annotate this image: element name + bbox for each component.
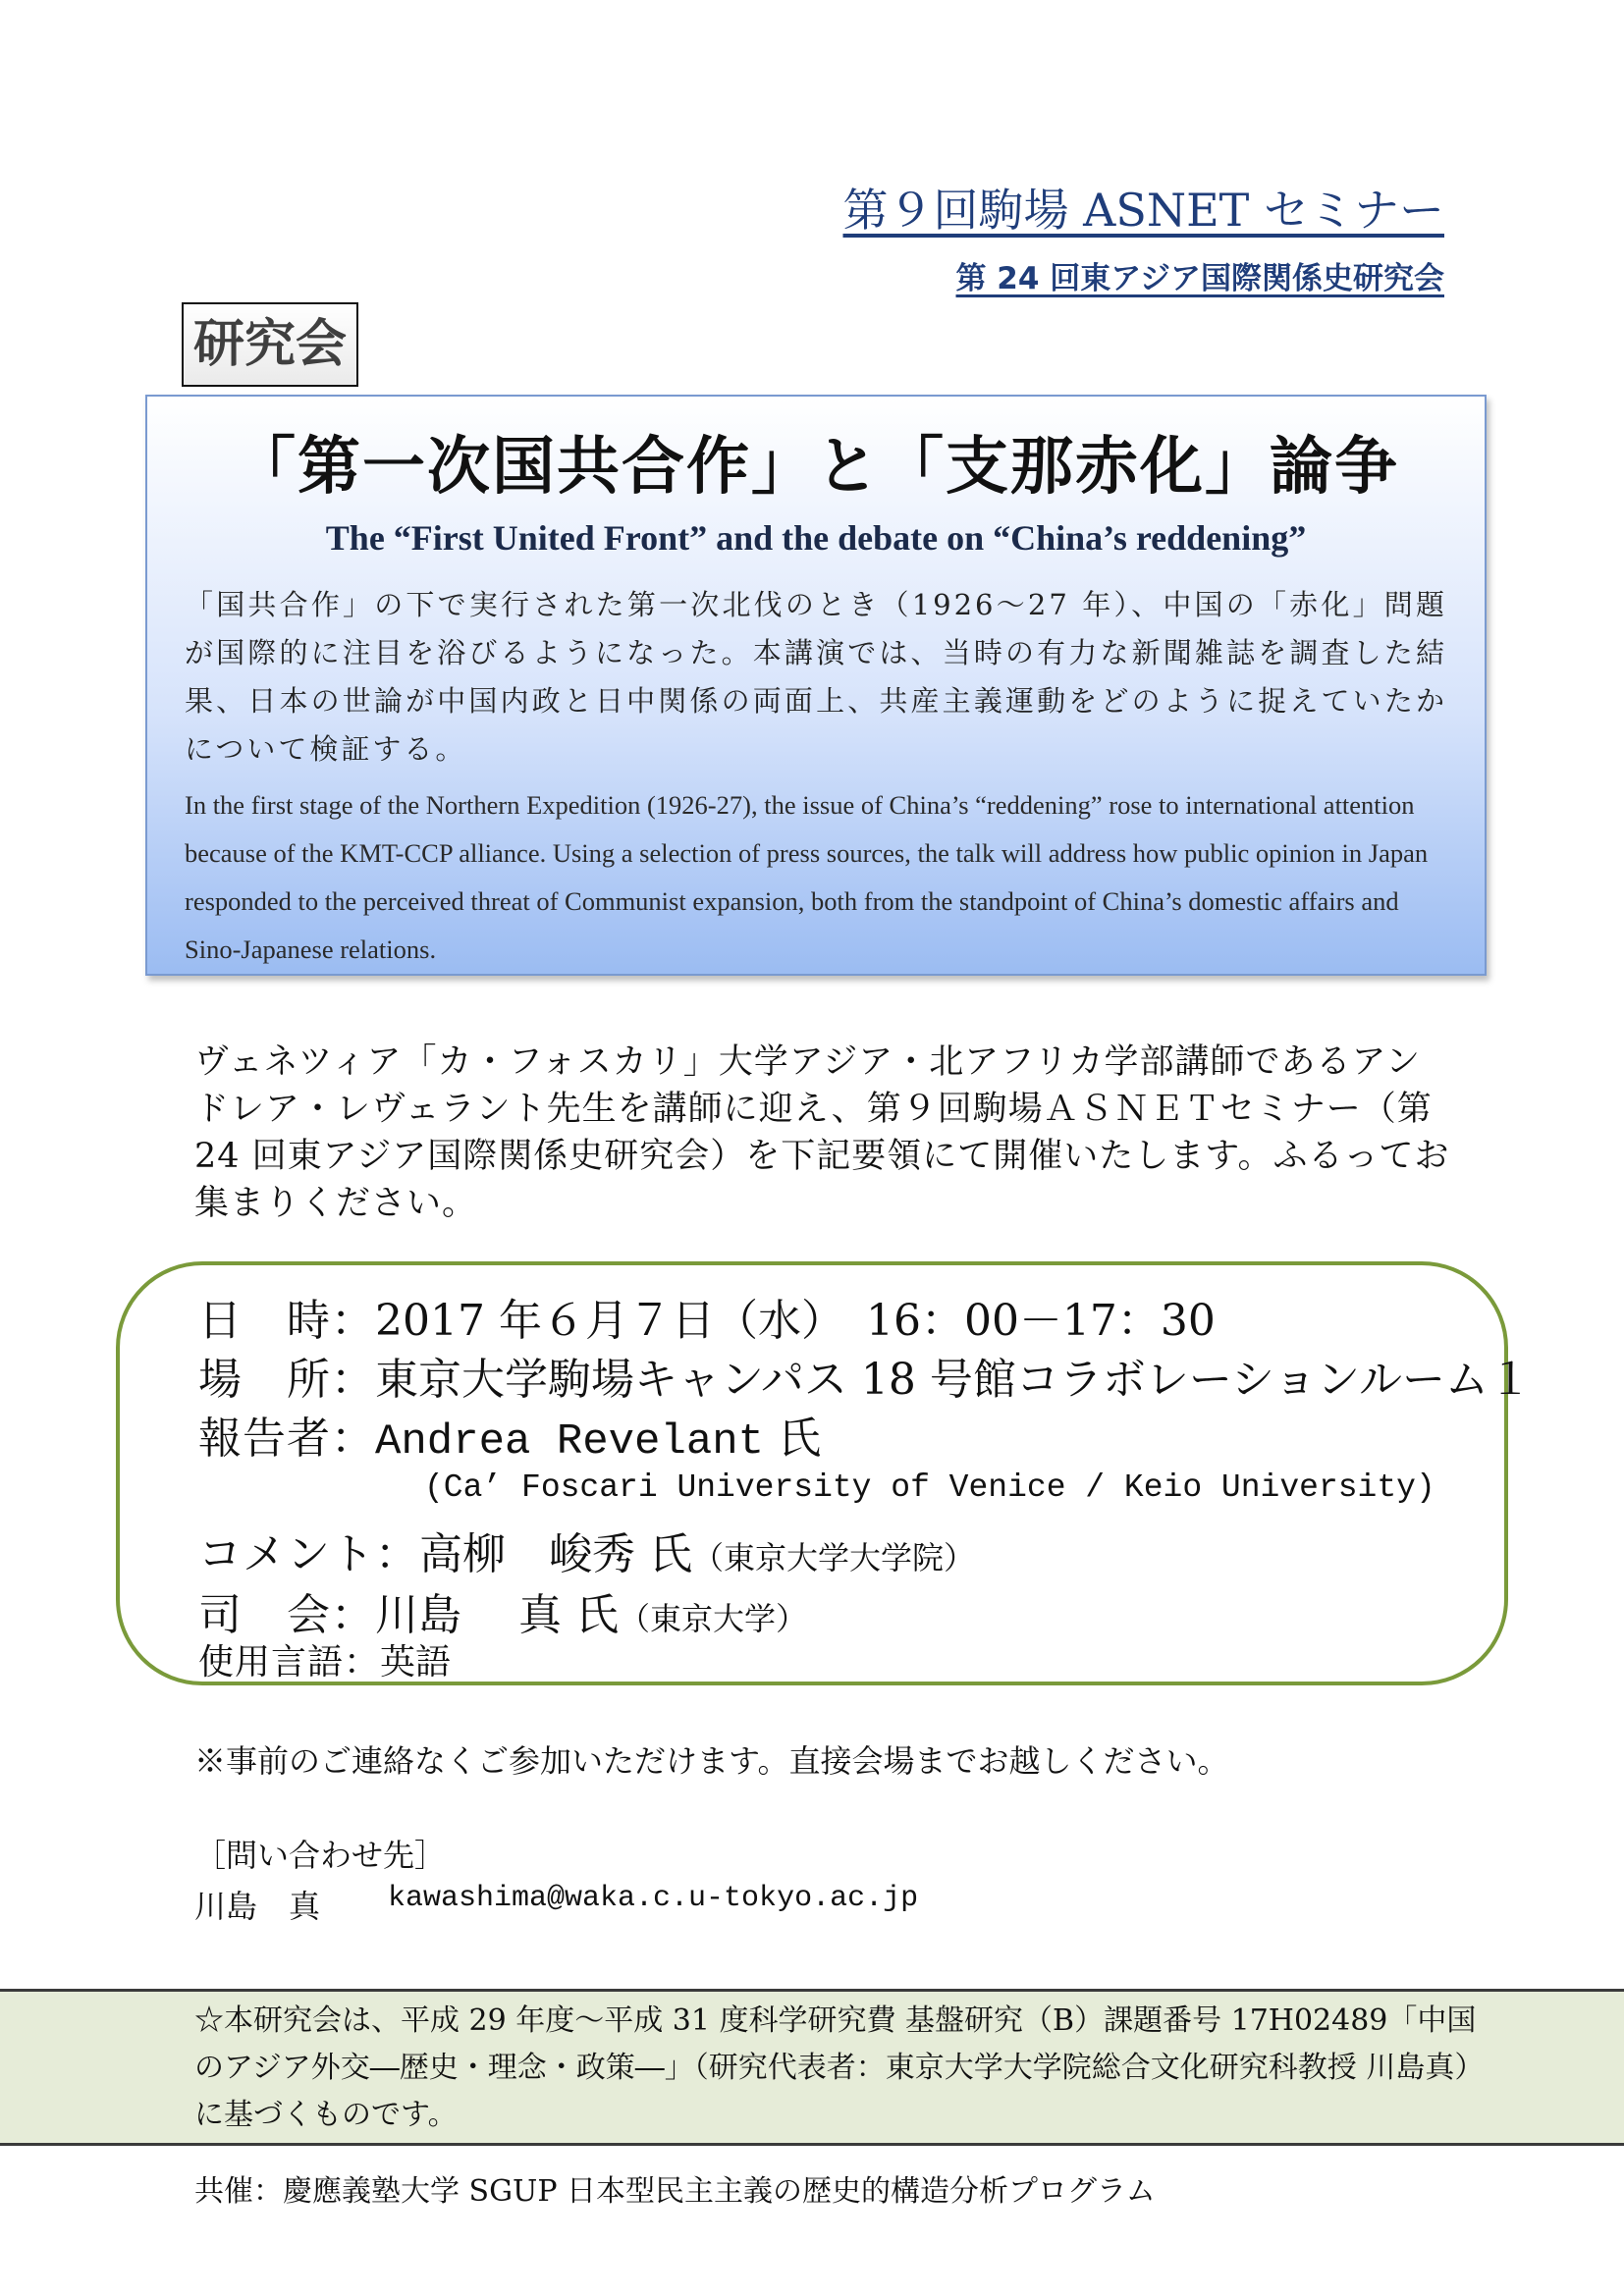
contact-name: 川島 真 — [194, 1888, 321, 1925]
subseries-title: 第 24 回東アジア国際関係史研究会 — [955, 261, 1444, 296]
event-details-box — [116, 1261, 1533, 1685]
contact-email-link[interactable]: kawashima@waka.c.u-tokyo.ac.jp — [388, 1882, 919, 1915]
lecture-title-jp: 「第一次国共合作」と「支那赤化」論争 — [233, 430, 1399, 504]
abstract-jp: 「国共合作」の下で実行された第一次北伐のとき（1926～27 年）、中国の「赤化」問題が国際的に注目を浴びるようになった。本講演では、当時の有力な新聞雑誌を調査した結果、日本の世論が中国内政と日中関係の両面上、共産主義運動をどのように捉えていたかについて検証する。 — [185, 588, 1447, 766]
language-value: 英語 — [380, 1642, 452, 1682]
series-title: 第９回駒場 ASNET セミナー — [842, 184, 1444, 237]
language-row — [198, 1634, 451, 1684]
chair-row — [198, 1579, 807, 1642]
speaker-row — [198, 1403, 821, 1467]
place-row — [198, 1344, 1532, 1407]
abstract-en: In the first stage of the Northern Expedition (1926-27), the issue of China’s “reddening” rose to international attention because of the KMT-CCP alliance. Using a selection of press sources, the talk will address how public opinion in Japan responded to the perceived threat of Communist expansion, both from the standpoint of China’s domestic affairs and Sino-Japanese relations. — [185, 790, 1429, 964]
commentator-affiliation: （東京大学大学院） — [692, 1539, 976, 1576]
intro-paragraph: ヴェネツィア「カ・フォスカリ」大学アジア・北アフリカ学部講師であるアンドレア・レヴェラント先生を講師に迎え、第９回駒場ＡＳＮＥＴセミナー（第 24 回東アジア国際関係史研究会）を下記要領にて開催いたします。ふるってお集まりください。 — [194, 1042, 1450, 1223]
funding-note: ☆本研究会は、平成 29 年度～平成 31 度科学研究費 基盤研究（B）課題番号 17H02489「中国のアジア外交―歴史・理念・政策―」（研究代表者：東京大学大学院総合文化研究科教授 川島真）に基づくものです。 — [194, 2003, 1477, 2132]
datetime-row — [198, 1285, 1216, 1348]
comment-row — [198, 1519, 975, 1581]
speaker-affiliation: (Ca’ Foscari University of Venice / Keio University) — [424, 1469, 1435, 1506]
comment-label: コメント： — [198, 1529, 419, 1579]
attendance-notice: ※事前のご連絡なくご参加いただけます。直接会場までお越しください。 — [194, 1742, 1229, 1780]
commentator-name: 高柳 峻秀 氏 — [419, 1529, 692, 1579]
chair-label: 司 会： — [198, 1590, 375, 1640]
category-tag: 研究会 — [182, 302, 358, 387]
place-label: 場 所： — [198, 1355, 375, 1405]
abstract-box — [145, 395, 1487, 976]
speaker-name: Andrea Revelant — [375, 1417, 765, 1467]
chair-affiliation: （東京大学） — [618, 1600, 807, 1637]
cosponsor-line: 共催：慶應義塾大学 SGUP 日本型民主主義の歴史的構造分析プログラム — [194, 2174, 1156, 2209]
chair-name: 川島 真 氏 — [375, 1590, 619, 1640]
lecture-title-en: The “First United Front” and the debate on “China’s reddening” — [325, 518, 1307, 558]
contact-heading: ［問い合わせ先］ — [194, 1837, 447, 1874]
speaker-suffix: 氏 — [778, 1414, 822, 1464]
datetime-label: 日 時： — [198, 1296, 375, 1346]
language-label: 使用言語： — [198, 1642, 381, 1682]
speaker-label: 報告者： — [198, 1414, 375, 1464]
datetime-value: 2017 年６月７日（水） 16：00－17：30 — [375, 1296, 1216, 1346]
funding-note-band — [0, 1989, 1624, 2146]
place-value: 東京大学駒場キャンパス 18 号館コラボレーションルーム１ — [375, 1355, 1533, 1405]
